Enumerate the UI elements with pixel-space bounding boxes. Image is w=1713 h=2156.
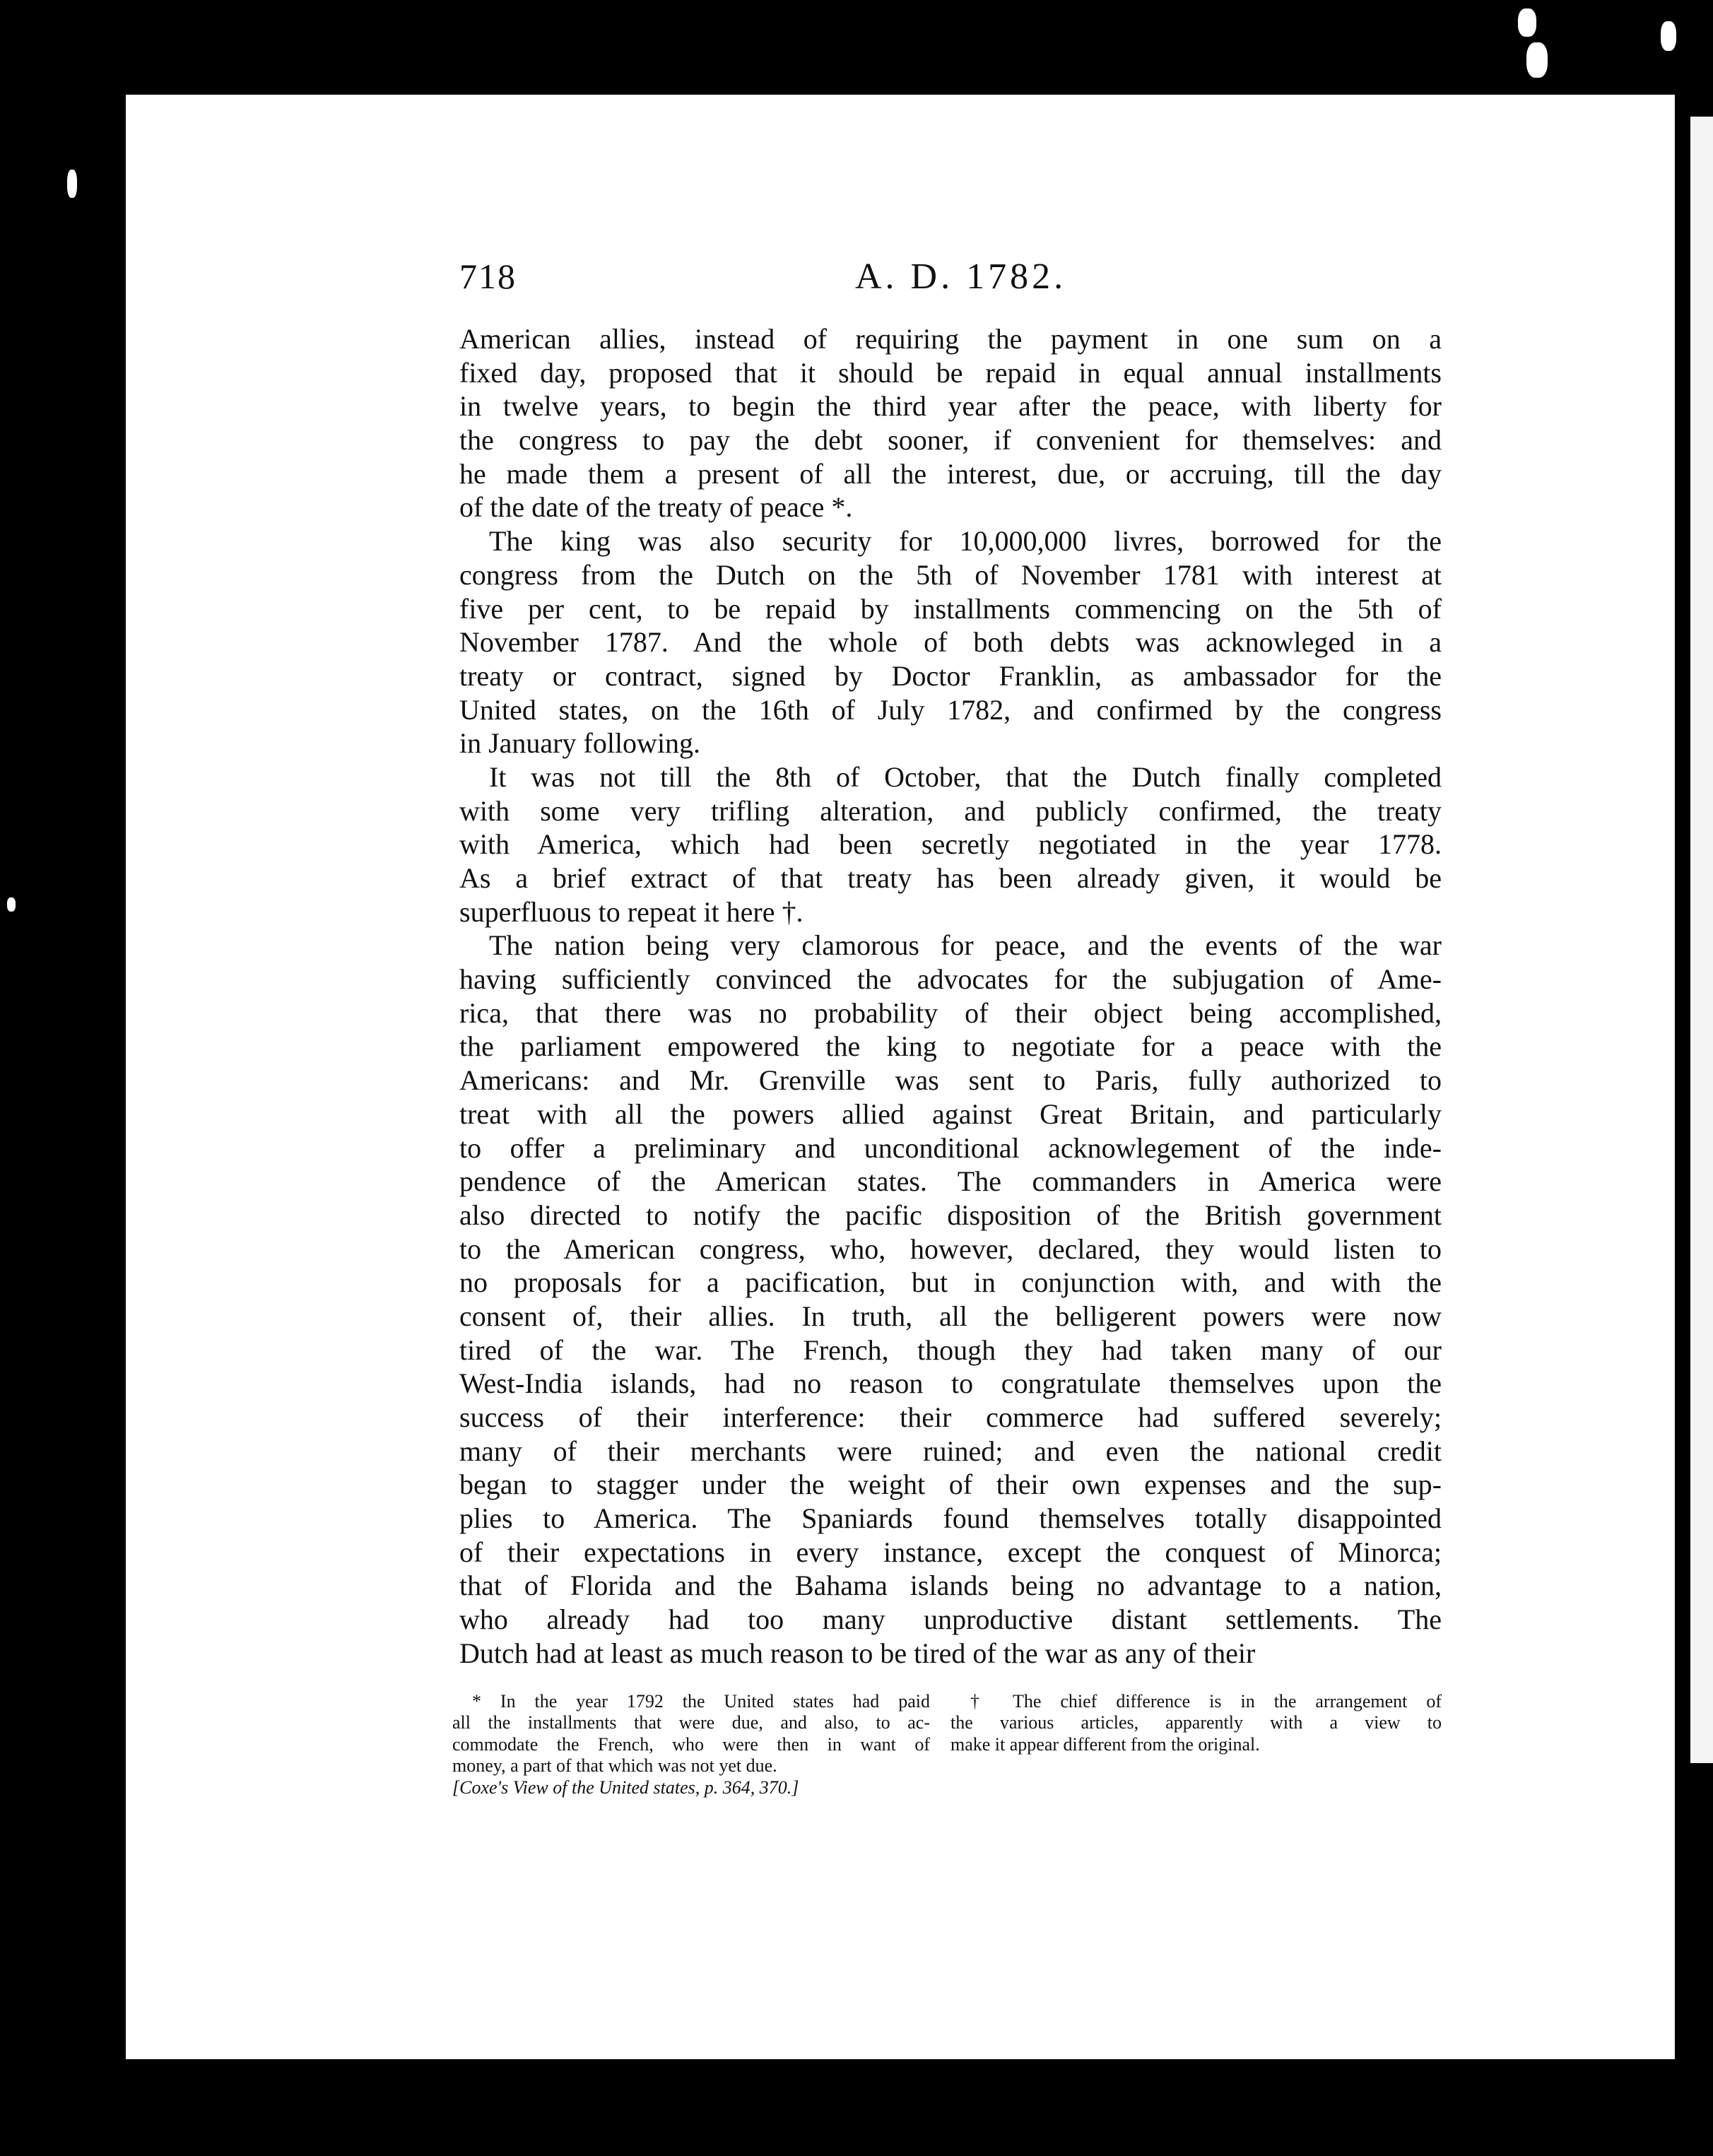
scan-speck: [1526, 42, 1548, 78]
text-line: pendence of the American states. The commanders in America were: [459, 1165, 1442, 1198]
text-line: of their expectations in every instance, except the conquest of Minorca;: [459, 1536, 1442, 1568]
text-line: success of their interference: their commerce had suffered severely;: [459, 1401, 1442, 1433]
text-line: who already had too many unproductive distant settlements. The: [459, 1603, 1442, 1636]
text-line: superfluous to repeat it here †.: [459, 895, 803, 928]
text-line: American allies, instead of requiring the payment in one sum on a: [459, 323, 1442, 355]
text-line: congress from the Dutch on the 5th of November 1781 with interest at: [459, 558, 1442, 591]
text-line: consent of, their allies. In truth, all the belligerent powers were now: [459, 1300, 1442, 1332]
text-line: November 1787. And the whole of both debts was acknowleged in a: [459, 626, 1442, 659]
text-line: The nation being very clamorous for peace, and the events of the war: [489, 929, 1442, 962]
facing-page-edge: [1690, 117, 1713, 1763]
text-line: no proposals for a pacification, but in conjunction with, and with the: [459, 1266, 1442, 1299]
footnote-right: [950, 1691, 1442, 1755]
text-line: As a brief extract of that treaty has been already given, it would be: [459, 862, 1442, 894]
footnote-line: * In the year 1792 the United states had paid: [472, 1691, 930, 1712]
page-title: A. D. 1782.: [855, 257, 1067, 297]
text-line: United states, on the 16th of July 1782, and confirmed by the congress: [459, 693, 1442, 726]
text-line: five per cent, to be repaid by installments commencing on the 5th of: [459, 592, 1442, 625]
text-line: began to stagger under the weight of their own expenses and the sup-: [459, 1468, 1442, 1501]
text-line: he made them a present of all the interest, due, or accruing, till the day: [459, 457, 1442, 490]
scan-speck: [67, 170, 77, 198]
text-line: rica, that there was no probability of their object being accomplished,: [459, 996, 1442, 1029]
scan-speck: [7, 897, 16, 912]
text-line: plies to America. The Spaniards found themselves totally disappointed: [459, 1502, 1442, 1535]
text-line: Americans: and Mr. Grenville was sent to Paris, fully authorized to: [459, 1064, 1442, 1097]
footnote-source: [Coxe's View of the United states, p. 364, 370.]: [452, 1777, 799, 1798]
scan-speck: [1661, 21, 1676, 51]
body-text: [459, 322, 1442, 1671]
text-line: fixed day, proposed that it should be repaid in equal annual installments: [459, 356, 1442, 389]
text-line: It was not till the 8th of October, that the Dutch finally completed: [489, 760, 1442, 793]
footnote-line: all the installments that were due, and also, to ac-: [452, 1712, 930, 1733]
text-line: with some very trifling alteration, and publicly confirmed, the treaty: [459, 794, 1442, 827]
scan-speck: [1518, 8, 1536, 37]
text-line: in twelve years, to begin the third year after the peace, with liberty for: [459, 390, 1442, 423]
footnote-line: money, a part of that which was not yet due.: [452, 1755, 777, 1777]
footnote-left: [452, 1691, 930, 1798]
text-line: many of their merchants were ruined; and even the national credit: [459, 1435, 1442, 1467]
text-line: in January following.: [459, 727, 701, 760]
text-line: treat with all the powers allied against Great Britain, and particularly: [459, 1097, 1442, 1130]
footnote-line: make it appear different from the original.: [950, 1733, 1260, 1755]
text-line: to offer a preliminary and unconditional acknowlegement of the inde-: [459, 1131, 1442, 1164]
text-line: the congress to pay the debt sooner, if convenient for themselves: and: [459, 424, 1442, 456]
text-line: of the date of the treaty of peace *.: [459, 491, 853, 524]
text-line: Dutch had at least as much reason to be tired of the war as any of their: [459, 1637, 1256, 1669]
text-line: also directed to notify the pacific disposition of the British government: [459, 1198, 1442, 1231]
text-line: tired of the war. The French, though they had taken many of our: [459, 1333, 1442, 1366]
text-line: with America, which had been secretly negotiated in the year 1778.: [459, 828, 1442, 861]
footnote-line: † The chief difference is in the arrangement of: [970, 1691, 1442, 1712]
text-line: West-India islands, had no reason to congratulate themselves upon the: [459, 1367, 1442, 1400]
running-head: [459, 256, 1420, 312]
text-line: treaty or contract, signed by Doctor Franklin, as ambassador for the: [459, 659, 1442, 692]
text-line: The king was also security for 10,000,000 livres, borrowed for the: [489, 525, 1442, 558]
text-line: having sufficiently convinced the advocates for the subjugation of Ame-: [459, 963, 1442, 996]
text-line: to the American congress, who, however, declared, they would listen to: [459, 1232, 1442, 1265]
footnote-line: the various articles, apparently with a view to: [950, 1712, 1442, 1733]
text-line: that of Florida and the Bahama islands being no advantage to a nation,: [459, 1569, 1442, 1602]
page-number: 718: [459, 257, 517, 296]
footnote-line: commodate the French, who were then in want of: [452, 1733, 930, 1755]
text-line: the parliament empowered the king to negotiate for a peace with the: [459, 1030, 1442, 1063]
